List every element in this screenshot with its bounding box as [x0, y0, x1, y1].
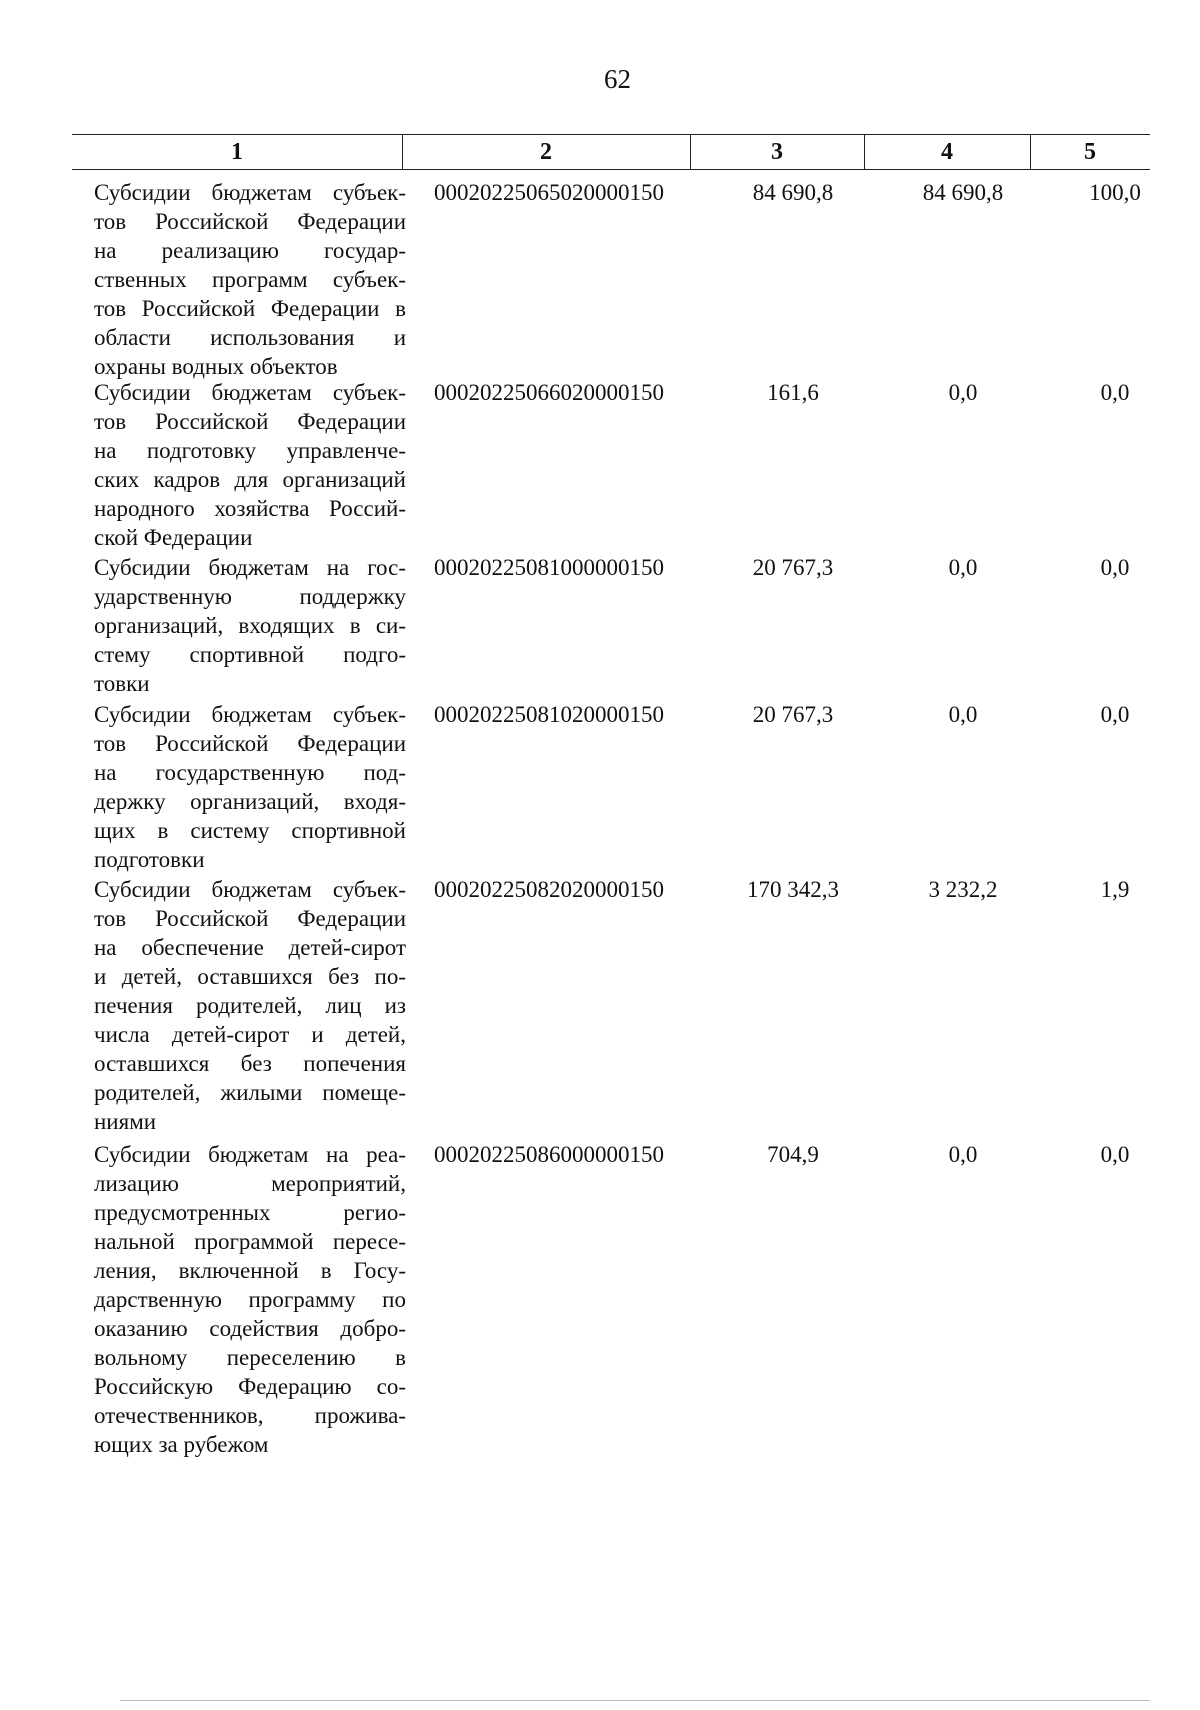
row-value-col5: 0,0 [1100, 380, 1130, 405]
description-line: Субсидии бюджетам субъек- [94, 180, 406, 205]
description-line: Субсидии бюджетам субъек- [94, 877, 406, 902]
description-line: тов Российской Федерации [94, 209, 406, 234]
row-description [94, 1140, 406, 1459]
footer-divider [120, 1700, 1150, 1701]
table-header [72, 134, 1150, 170]
row-value-col5: 0,0 [1100, 702, 1130, 727]
row-value-col4: 84 690,8 [922, 180, 1004, 205]
description-line: нальной программой пересе- [94, 1229, 406, 1254]
row-value-col3: 704,9 [767, 1142, 819, 1167]
description-line: подготовки [94, 847, 205, 872]
row-code: 00020225081020000150 [434, 702, 664, 727]
header-col-1: 1 [231, 139, 243, 165]
row-code: 00020225086000000150 [434, 1142, 664, 1167]
description-line: печения родителей, лиц из [94, 993, 406, 1018]
description-line: тов Российской Федерации [94, 409, 406, 434]
row-description [94, 378, 406, 552]
row-value-col3: 84 690,8 [752, 180, 834, 205]
row-value-col5: 1,9 [1100, 877, 1130, 902]
description-line: тов Российской Федерации в [94, 296, 406, 321]
row-value-col4: 0,0 [948, 1142, 978, 1167]
row-code: 00020225066020000150 [434, 380, 664, 405]
description-line: ющих за рубежом [94, 1432, 269, 1457]
description-line: Российскую Федерацию со- [94, 1374, 406, 1399]
description-line: Субсидии бюджетам на реа- [94, 1142, 406, 1167]
description-line: ских кадров для организаций [94, 467, 406, 492]
description-line: организаций, входящих в си- [94, 613, 406, 638]
description-line: товки [94, 671, 150, 696]
row-value-col5: 0,0 [1100, 1142, 1130, 1167]
row-description [94, 553, 406, 698]
description-line: ниями [94, 1109, 157, 1134]
row-description [94, 875, 406, 1136]
description-line: ударственную поддержку [94, 584, 406, 609]
row-value-col4: 0,0 [948, 702, 978, 727]
row-description [94, 178, 406, 381]
description-line: оставшихся без попечения [94, 1051, 406, 1076]
description-line: держку организаций, входя- [94, 789, 406, 814]
row-code: 00020225081000000150 [434, 555, 664, 580]
row-value-col3: 20 767,3 [752, 555, 834, 580]
row-value-col4: 0,0 [948, 555, 978, 580]
description-line: отечественников, прожива- [94, 1403, 406, 1428]
description-line: на государственную под- [94, 760, 406, 785]
description-line: оказанию содействия добро- [94, 1316, 406, 1341]
row-value-col5: 0,0 [1100, 555, 1130, 580]
description-line: Субсидии бюджетам на гос- [94, 555, 406, 580]
row-value-col3: 161,6 [767, 380, 819, 405]
description-line: ственных программ субъек- [94, 267, 406, 292]
description-line: стему спортивной подго- [94, 642, 406, 667]
row-code: 00020225082020000150 [434, 877, 664, 902]
header-col-2: 2 [540, 139, 552, 165]
description-line: на обеспечение детей-сирот [94, 935, 406, 960]
row-value-col3: 20 767,3 [752, 702, 834, 727]
description-line: области использования и [94, 325, 406, 350]
description-line: и детей, оставшихся без по- [94, 964, 406, 989]
description-line: тов Российской Федерации [94, 906, 406, 931]
row-value-col5: 100,0 [1089, 180, 1141, 205]
description-line: лизацию мероприятий, [94, 1171, 406, 1196]
description-line: на реализацию государ- [94, 238, 406, 263]
description-line: ления, включенной в Госу- [94, 1258, 406, 1283]
description-line: числа детей-сирот и детей, [94, 1022, 406, 1047]
row-value-col4: 0,0 [948, 380, 978, 405]
row-value-col4: 3 232,2 [928, 877, 998, 902]
description-line: тов Российской Федерации [94, 731, 406, 756]
description-line: ской Федерации [94, 525, 253, 550]
description-line: Субсидии бюджетам субъек- [94, 702, 406, 727]
row-code: 00020225065020000150 [434, 180, 664, 205]
description-line: родителей, жилыми помеще- [94, 1080, 406, 1105]
description-line: дарственную программу по [94, 1287, 406, 1312]
header-col-4: 4 [941, 139, 953, 165]
description-line: вольному переселению в [94, 1345, 406, 1370]
row-description [94, 700, 406, 874]
description-line: предусмотренных регио- [94, 1200, 406, 1225]
header-col-3: 3 [771, 139, 783, 165]
description-line: щих в систему спортивной [94, 818, 406, 843]
description-line: народного хозяйства Россий- [94, 496, 406, 521]
header-col-5: 5 [1084, 139, 1096, 165]
row-value-col3: 170 342,3 [747, 877, 839, 902]
description-line: Субсидии бюджетам субъек- [94, 380, 406, 405]
page-number: 62 [604, 64, 631, 94]
description-line: на подготовку управленче- [94, 438, 406, 463]
description-line: охраны водных объектов [94, 354, 338, 379]
